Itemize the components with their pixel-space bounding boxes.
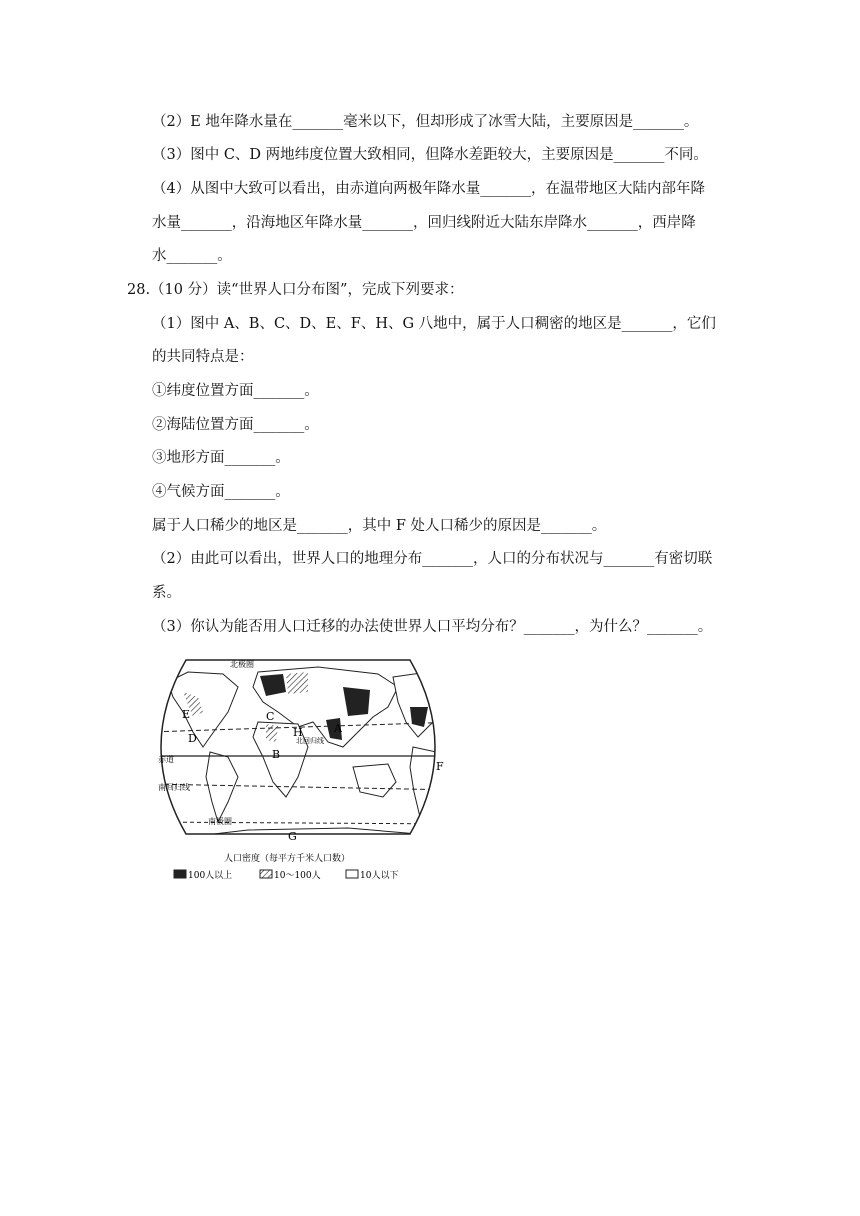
point-label-e: E xyxy=(182,708,191,721)
tropic-north-label: 北回归线 xyxy=(296,737,324,745)
text-line: 水量_______，沿海地区年降水量_______，回归线附近大陆东岸降水_______，西岸降 xyxy=(152,215,696,231)
text-line: 属于人口稀少的地区是_______，其中 F 处人口稀少的原因是_______。 xyxy=(152,518,607,534)
point-label-d: D xyxy=(188,732,197,745)
text-line: ②海陆位置方面_______。 xyxy=(152,417,319,433)
south-america-east xyxy=(410,747,446,817)
arctic-circle-label: 北极圈 xyxy=(230,660,254,669)
antarctica xyxy=(158,828,438,847)
legend-medium: 10～100人 xyxy=(274,871,321,881)
world-population-map xyxy=(148,652,458,887)
text-line: 系。 xyxy=(152,585,181,601)
antarctic-circle-line xyxy=(148,822,458,824)
text-line: （3）你认为能否用人口迁移的办法使世界人口平均分布？_______，为什么？_______。 xyxy=(152,619,713,635)
point-label-b: B xyxy=(272,748,281,761)
legend-low: 10人以下 xyxy=(360,871,399,881)
equator-label: 赤道 xyxy=(158,755,174,764)
australia xyxy=(353,764,396,797)
question-title: 28.（10 分）读“世界人口分布图”，完成下列要求： xyxy=(127,282,464,298)
text-line: ④气候方面_______。 xyxy=(152,484,290,500)
point-label-g: G xyxy=(288,830,297,843)
tropic-south-label: 南回归线 xyxy=(158,783,190,792)
text-line: （3）图中 C、D 两地纬度位置大致相同，但降水差距较大，主要原因是_______不同。 xyxy=(152,147,708,163)
point-label-f: F xyxy=(436,760,444,773)
point-label-h: H xyxy=(293,726,303,739)
text-line: （4）从图中大致可以看出，由赤道向两极年降水量_______，在温带地区大陆内部年降 xyxy=(152,181,705,197)
north-america xyxy=(168,672,238,747)
text-line: （1）图中 A、B、C、D、E、F、H、G 八地中，属于人口稠密的地区是_______，它们 xyxy=(152,316,716,332)
antarctic-circle-label: 南极圈 xyxy=(208,817,232,826)
text-line: ①纬度位置方面_______。 xyxy=(152,383,319,399)
legend-title: 人口密度（每平方千米人口数） xyxy=(224,854,351,864)
text-line: 水_______。 xyxy=(152,248,232,264)
point-label-c: C xyxy=(266,710,275,723)
point-label-a: A xyxy=(334,722,342,735)
legend-high: 100人以上 xyxy=(188,871,233,881)
tropic-south-line xyxy=(148,784,458,790)
text-line: 的共同特点是： xyxy=(152,349,254,365)
text-line: ③地形方面_______。 xyxy=(152,450,290,466)
text-line: （2）E 地年降水量在_______毫米以下，但却形成了冰雪大陆，主要原因是_______。 xyxy=(152,114,699,130)
south-america xyxy=(206,752,238,822)
text-line: （2）由此可以看出，世界人口的地理分布_______，人口的分布状况与_______有密切联 xyxy=(152,551,713,567)
